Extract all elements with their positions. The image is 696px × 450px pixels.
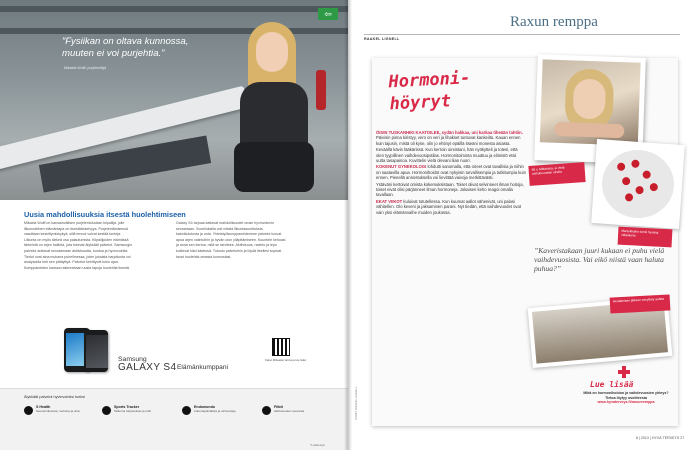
ad-quote: ”Fysiikan on oltava kunnossa, muuten ei voi purjehtia.” [62,36,189,59]
photo-caption-1: 60 v. Mittarissa, ei vielä vaihdevuosien oireita [528,162,585,186]
article-body [376,130,526,216]
headline-line-1: Hormoni- [387,68,471,93]
ad-footnote: *Lisätietoja [310,443,325,447]
endomondo-icon [182,406,191,415]
portrait-face [573,78,606,119]
article-lead: ÖISIN TUSKANHIKI KAATOILEE, sydän hakkaa, uni karkaa tiheään tahtiin. [376,130,523,135]
service-item [24,404,102,422]
read-more-title: Lue lisää [590,380,634,389]
phone-back-icon [84,330,108,372]
ad-footer [0,388,348,450]
brand-tagline: Elämänkumppani [177,364,228,371]
photo-caption-2: Mansikkakin toimii hyvänä välipalana [618,227,673,248]
section-divider [364,34,680,35]
article-subhead: KOKENUT GYNEKOLOGI [376,164,427,170]
article-page [348,0,696,450]
ad-footer-title: Älykkäät palvelut hyvinvointisi tueksi [24,395,85,399]
exit-sign-icon: ⇦ [318,8,338,20]
ad-quote-source: Mikaela Wulff, purjelentäjä [64,66,107,70]
article-paragraph: Ystäväni kertoivat omista kokemuksistaan. Toiset olivat selvinneet ilman hoitoja, toiset eivät olisi pärjänneet ilman hormoneja. Jokaisen keho reagoi omalla tavallaan. [376,181,524,198]
brand-galaxy: GALAXY S4 [118,362,177,373]
article-paragraph: kuluivat totutellessa. Kun kuumat aallot vähenivät, uni palasi vähitellen. Olo keveni ja jaksaminen parani. Nyt tiedän, että vaihdevuodet ovat vain yksi elämänvaihe muiden joukossa. [376,198,522,215]
pull-quote: ”Kaveristakaan juuri kukaan ei puhu vielä vaihdevuosista. Vai eikö niistä vaan haluta puhua?” [534,246,665,273]
model-legs [234,142,314,192]
article-paragraph: Päivisin pinna kiristyy, vero on veri ja lihakset tuntuvat kankeilta. Kauan ennen kuin tajusin, mistä oli kyse, olin jo ehtinyt epäillä itseäni monesta asiasta. [376,135,521,146]
model-face [256,32,288,72]
service-desc: Tallenna harjoitukset ja reitit [114,409,152,413]
plus-cross-icon [618,366,630,378]
article-headline [388,65,520,116]
service-name: Fitbit [274,405,283,409]
read-more-text: Mikä on hormonihoidon ja vaihdevuosien yhteys? Tietoa löytyy osoitteesta [583,391,669,400]
sports-tracker-icon [102,406,111,415]
service-item [262,404,340,422]
ad-body-column-2: Galaxy S4 tarjoaa kattavat mahdollisuudet oman hyvinvoinnin seurantaan. Sovelluksilla voit mitata liikuntasuorituksia, kalorikulutusta ja unta. Yhteistyökumppaneidemme palvelut tuovat apua arjen valintoihin ja hyvän olon ylläpitämiseen. Kuuntele kehoasi ja anna sen kertoa, mitä se tarvitsee. Aktiivisuus, ravinto ja lepo kulkevat käsi kädessä. Tutustu palveluihin ja löydä itsellesi sopivat tavat huolehtia omasta kunnostasi. [176,221,286,259]
article-paragraph: Keväällä kävin lääkärissä. Kun kerroin oireistani, hän nyökytteli ja totesi, että olen tyypillinen vaihdevuosipotilas. Hormonitoiminta muuttuu ja elimistö etsii uutta tasapainoa. Kuvittelin vielä olevani liian nuori. [376,147,518,164]
article-subhead: EKAT VIIKOT [376,198,403,204]
model-figure [230,22,320,192]
read-more-link[interactable]: www.hyvaterveys.fi/raxunremppa [597,400,655,405]
portrait-arm [554,122,624,138]
article-paragraph: lohdutti sanomalla, että oireet ovat tavallisia ja niihin on saatavilla apua. Hormonihoidot ovat nykyisin turvallisempia ja tutkitumpia kuin ennen. Pienellä annostuksella voi lievittää vaivoja merkittävästi. [376,164,526,181]
service-name: Sports Tracker [114,405,140,409]
service-item [102,404,180,422]
hangar-beam [0,6,348,12]
bowl-icon [600,148,677,221]
service-item [182,404,260,422]
service-name: Endomondo [194,405,215,409]
headline-line-2: höyryt [389,91,452,115]
page-gutter [344,0,352,450]
service-desc: Liikuntapäiväkirja ja valmentaja [194,409,236,413]
brand-samsung: Samsung [118,356,147,363]
page-folio: 8 | 2013 | HYVÄ TERVEYS 27 [636,436,685,440]
fitbit-icon [262,406,271,415]
qr-caption: Katso Mikaelan tarina ja lue lisää [265,358,306,362]
service-name: S Health [36,405,51,409]
qr-code-icon[interactable] [273,339,289,355]
ad-body-column-1: Mikaela Wulff on kansainvälisen purjelentoluokan kilpailija, jolle liikunnallinen elämäntapa on itsestäänselvyys. Purjelentämisessä vaaditaan keskittymiskykyä, sillä lennot voivat kestää tunteja. Liikunta on myös tärkeä osa palautumista. Kilpailijoiden elämässä tärkeintä on arjen hallinta, jota tukevat älykkäät palvelut. Samsungin palvelut auttavat seuraamaan aktiivisuutta, kuntoa ja hyvinvointia. Tiedot ovat aina mukana puhelimessa, joten jokaista harjoitusta voi analysoida heti sen päätyttyä. Palvelut kehittyvät koko ajan. Kumppaneiden kanssa rakennetaan uusia tapoja huolehtia itsestä. [24,221,133,270]
service-desc: Aktiivisuuden seuranta [274,409,305,413]
section-title: Raxun remppa [510,14,598,30]
author-byline: RAAKEL LIGNELL [364,37,400,41]
ad-headline: Uusia mahdollisuuksia itsestä huolehtimiseen [24,210,186,219]
photo-credit: KUVAT: RAAKEL LIGNELL [354,386,358,420]
read-more-box [582,391,670,405]
s-health-icon [24,406,33,415]
strawberry-photo [591,139,685,229]
service-desc: Seuraa liikuntaa, ravintoa ja unta [36,409,80,413]
photo-caption-3: Heräämisen jälkeen venyttely auttaa [610,294,671,313]
ad-hero-photo [0,0,348,200]
